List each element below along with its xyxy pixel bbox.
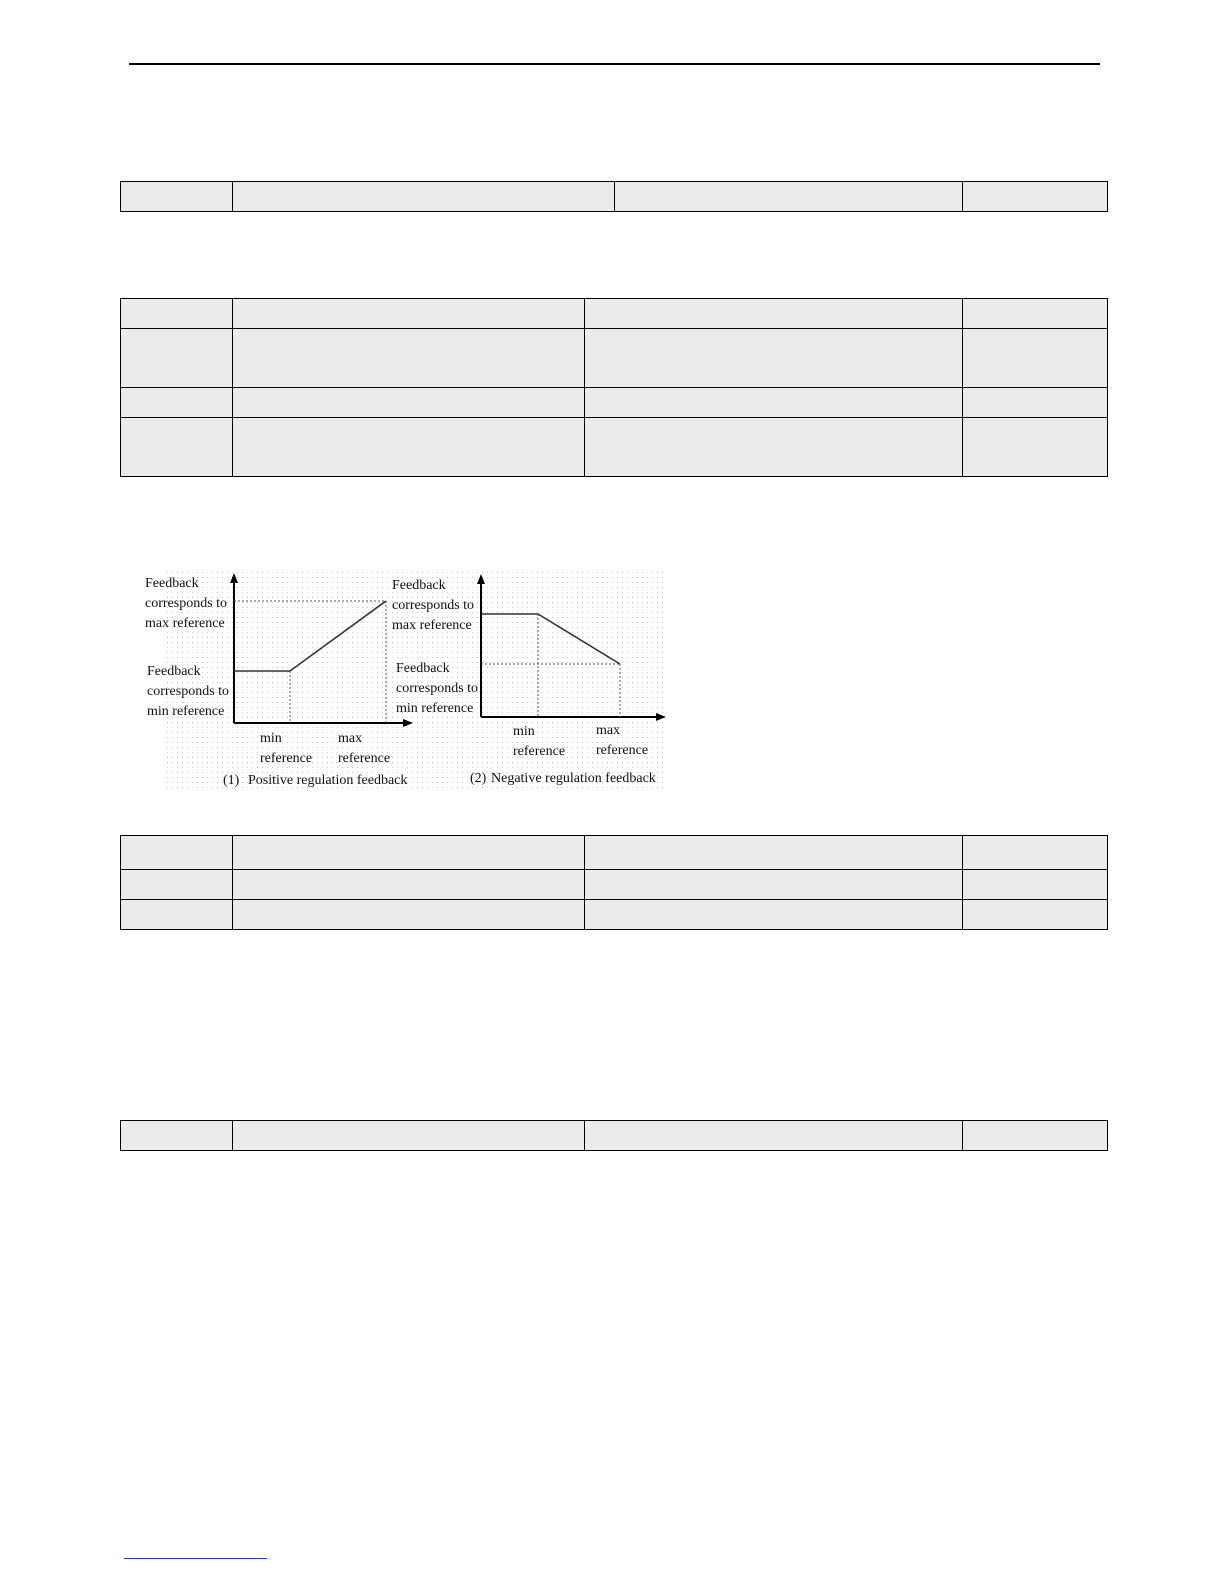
table-cell xyxy=(963,182,1108,212)
table-row xyxy=(121,870,1108,900)
table-cell xyxy=(615,182,963,212)
table-cell xyxy=(963,329,1108,388)
table-cell xyxy=(585,299,963,329)
table-cell xyxy=(121,870,233,900)
footer-link-underline[interactable] xyxy=(124,1558,267,1559)
right-marker: (2) xyxy=(470,771,487,786)
table-row xyxy=(121,299,1108,329)
left-x-min-label: min reference xyxy=(260,731,313,766)
left-caption: Positive regulation feedback xyxy=(248,773,408,788)
table-cell xyxy=(121,388,233,418)
table-cell xyxy=(233,388,585,418)
table-cell xyxy=(233,182,615,212)
header-rule xyxy=(129,63,1100,65)
right-x-max-label: max reference xyxy=(596,723,649,758)
table-cell xyxy=(233,870,585,900)
left-marker: (1) xyxy=(223,773,240,788)
table-cell xyxy=(121,182,233,212)
table-cell xyxy=(121,900,233,930)
right-min-label: Feedback corresponds to min reference xyxy=(396,661,479,716)
table-row xyxy=(121,388,1108,418)
table-cell xyxy=(585,870,963,900)
left-x-max-label: max reference xyxy=(338,731,391,766)
table-cell xyxy=(963,836,1108,870)
table-row xyxy=(121,418,1108,477)
parameter-table-2 xyxy=(120,298,1108,477)
table-cell xyxy=(233,299,585,329)
feedback-diagram xyxy=(140,565,670,795)
table-cell xyxy=(963,1121,1108,1151)
table-cell xyxy=(585,900,963,930)
table-cell xyxy=(233,329,585,388)
parameter-table-1 xyxy=(120,181,1108,212)
table-cell xyxy=(585,329,963,388)
table-cell xyxy=(233,836,585,870)
table-cell xyxy=(233,900,585,930)
table-cell xyxy=(121,1121,233,1151)
table-cell xyxy=(963,900,1108,930)
table-cell xyxy=(233,418,585,477)
table-row xyxy=(121,836,1108,870)
table-cell xyxy=(233,1121,585,1151)
right-max-label: Feedback corresponds to max reference xyxy=(392,578,475,633)
table-cell xyxy=(963,299,1108,329)
table-cell xyxy=(963,870,1108,900)
table-cell xyxy=(121,329,233,388)
table-cell xyxy=(585,388,963,418)
feedback-regulation-figure xyxy=(140,565,670,795)
table-cell xyxy=(585,418,963,477)
table-row xyxy=(121,1121,1108,1151)
parameter-table-3 xyxy=(120,835,1108,930)
table-cell xyxy=(121,836,233,870)
table-row xyxy=(121,900,1108,930)
right-x-min-label: min reference xyxy=(513,724,566,759)
table-cell xyxy=(963,418,1108,477)
left-min-label: Feedback corresponds to min reference xyxy=(147,664,230,719)
table-cell xyxy=(121,299,233,329)
parameter-table-4 xyxy=(120,1120,1108,1151)
left-max-label: Feedback corresponds to max reference xyxy=(145,576,228,631)
table-cell xyxy=(121,418,233,477)
right-caption: Negative regulation feedback xyxy=(491,771,656,786)
table-cell xyxy=(963,388,1108,418)
table-cell xyxy=(585,836,963,870)
table-cell xyxy=(585,1121,963,1151)
table-row xyxy=(121,182,1108,212)
table-row xyxy=(121,329,1108,388)
